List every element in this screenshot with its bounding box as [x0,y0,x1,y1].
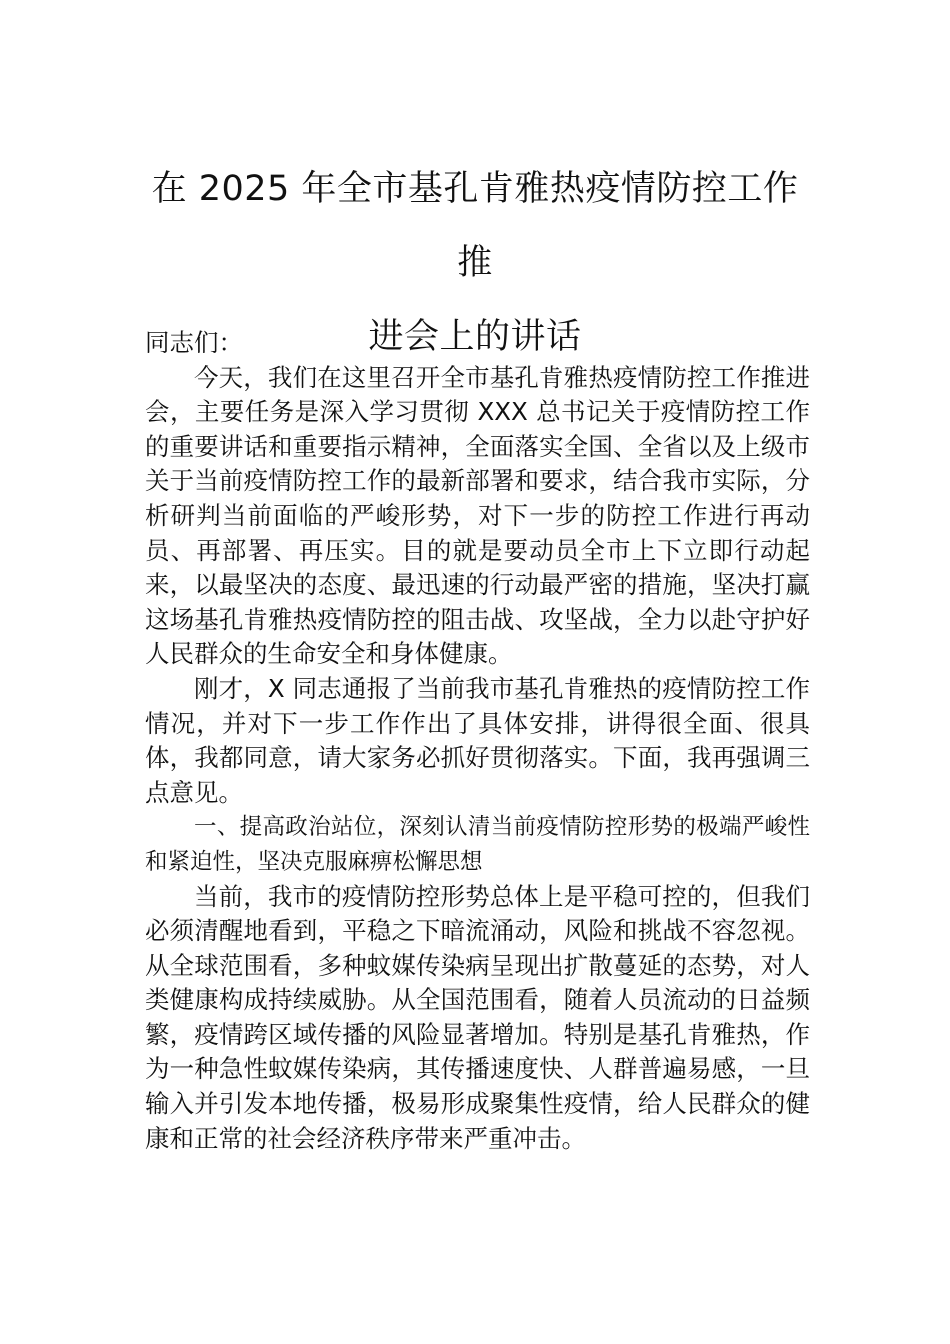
salutation: 同志们： [145,328,243,357]
title-line-2: 进会上的讲话 [368,317,582,357]
paragraph-opening: 今天，我们在这里召开全市基孔肯雅热疫情防控工作推进会，主要任务是深入学习贯彻 XXX 总书记关于疫情防控工作的重要讲话和重要指示精神，全面落实全国、全省以及上级市关于当前疫情防控工作的最新部署和要求，结合我市实际，分析研判当前面临的严峻形势，对下一步的防控工作进行再动员、再部署、再压实。目的就是要动员全市上下立即行动起来，以最坚决的态度、最迅速的行动最严密的措施，坚决打赢这场基孔肯雅热疫情防控的阻击战、攻坚战，全力以赴守护好人民群众的生命安全和身体健康。 [145,362,810,669]
section-heading-1: 一、提高政治站位，深刻认清当前疫情防控形势的极端严峻性和紧迫性，坚决克服麻痹松懈思想 [145,814,810,875]
title-line-1: 在 2025 年全市基孔肯雅热疫情防控工作推 [151,169,799,283]
paragraph-response: 刚才，X 同志通报了当前我市基孔肯雅热的疫情防控工作情况，并对下一步工作作出了具体安排，讲得很全面、很具体，我都同意，请大家务必抓好贯彻落实。下面，我再强调三点意见。 [145,673,810,807]
document-body [145,326,810,1156]
paragraph-situation: 当前，我市的疫情防控形势总体上是平稳可控的，但我们必须清醒地看到，平稳之下暗流涌动，风险和挑战不容忽视。从全球范围看，多种蚊媒传染病呈现出扩散蔓延的态势，对人类健康构成持续威胁。从全国范围看，随着人员流动的日益频繁，疫情跨区域传播的风险显著增加。特别是基孔肯雅热，作为一种急性蚊媒传染病，其传播速度快、人群普遍易感，一旦输入并引发本地传播，极易形成聚集性疫情，给人民群众的健康和正常的社会经济秩序带来严重冲击。 [145,881,810,1153]
